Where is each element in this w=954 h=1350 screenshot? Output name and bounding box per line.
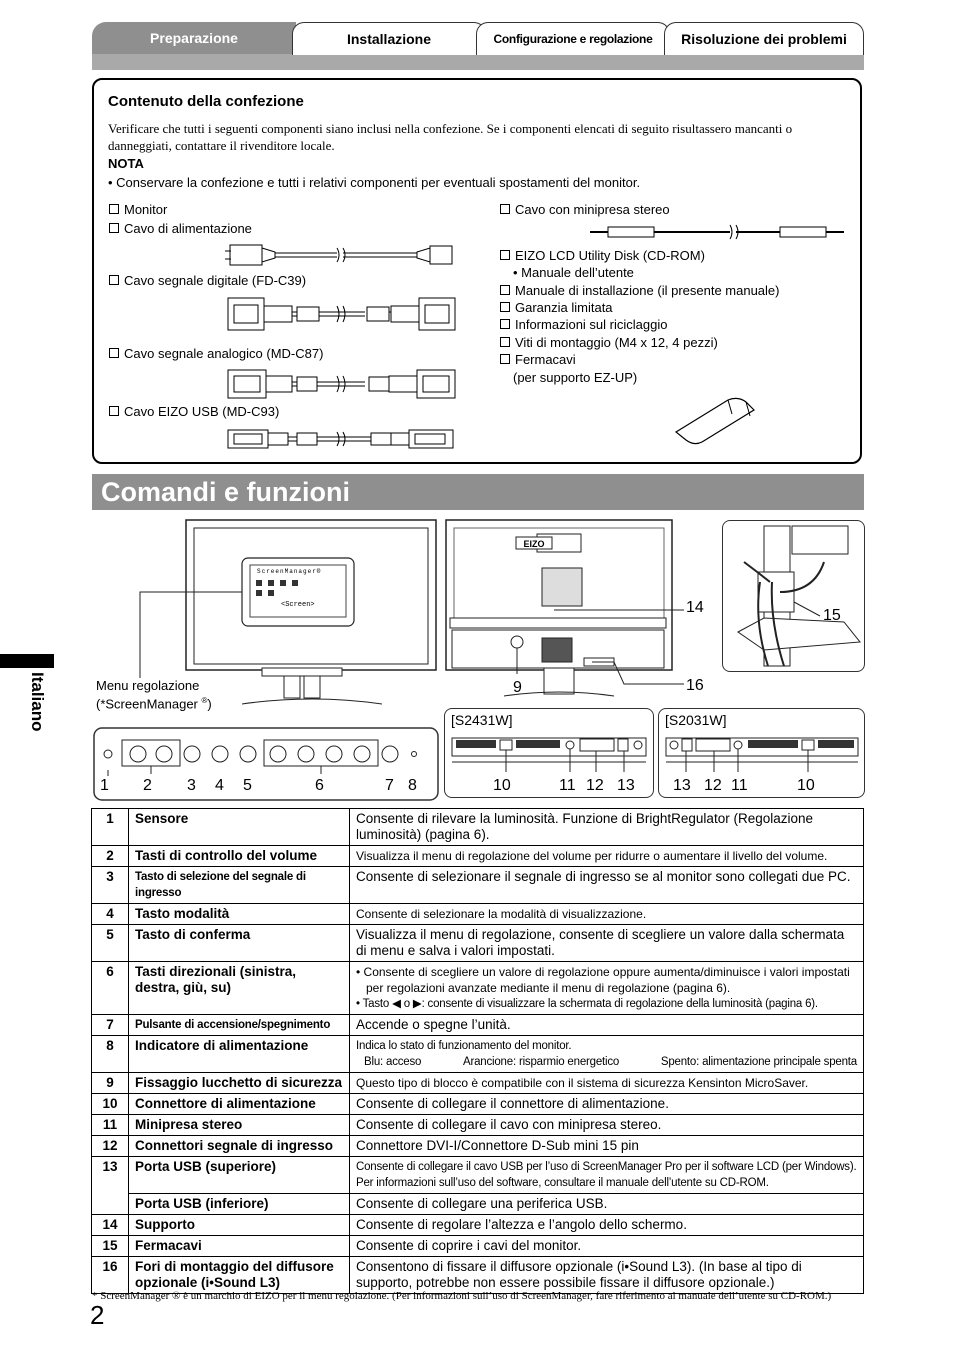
table-row [92, 867, 864, 904]
s2431w-number-12: 12 [586, 777, 604, 794]
menu-label-line1: Menu regolazione [96, 678, 200, 693]
eizo-logo [516, 536, 556, 550]
stereo-cable-illustration [590, 222, 846, 242]
row-name: Tasto di selezione del segnale di ingresso [129, 867, 350, 904]
front-number-7: 7 [385, 777, 394, 794]
table-row [92, 1036, 864, 1073]
tab-risoluzione[interactable]: Risoluzione dei problemi [664, 22, 864, 55]
digital-cable-illustration [225, 294, 457, 334]
table-row [92, 1073, 864, 1094]
row-name: Tasto di conferma [129, 925, 350, 962]
row-number: 13 [92, 1157, 129, 1215]
package-heading: Contenuto della confezione [108, 93, 304, 110]
row-name: Porta USB (superiore) [129, 1157, 350, 1194]
front-number-5: 5 [243, 777, 252, 794]
front-view-figure [92, 518, 442, 798]
row-name: Indicatore di alimentazione [129, 1036, 350, 1073]
item-setup-manual: Manuale di installazione (il presente manuale) [500, 283, 779, 298]
table-row [92, 1094, 864, 1115]
s2431w-number-11: 11 [559, 777, 576, 794]
table-row [92, 904, 864, 925]
row-desc [350, 962, 864, 1015]
item-recycling: Informazioni sul riciclaggio [500, 317, 667, 332]
tab-bar-base [92, 54, 864, 70]
row-desc: Consente di collegare il cavo USB per l’uso di ScreenManager Pro per il software LCD (per Windows). Per informazioni sull’uso del software, consultare il manuale dell’utente su CD-ROM. [350, 1157, 864, 1194]
table-row [92, 846, 864, 867]
s2431w-ports-illustration [450, 736, 648, 776]
item-warranty: Garanzia limitata [500, 300, 613, 315]
osd-screen-label: <Screen> [281, 601, 315, 609]
row-desc: Consente di rilevare la luminosità. Funzione di BrightRegulator (Regolazione luminosità) (pagina 6). [350, 809, 864, 846]
item-screws: Viti di montaggio (M4 x 12, 4 pezzi) [500, 335, 718, 350]
s2031w-number-13: 13 [673, 777, 691, 794]
row-desc: Accende o spegne l’unità. [350, 1015, 864, 1036]
back-number-16: 16 [686, 677, 704, 694]
row-desc: Consentono di fissare il diffusore opzionale (i•Sound L3). (In base al tipo di supporto, potrebbe non essere possibile fissare il diffusore opzionale.) [350, 1257, 864, 1294]
svg-text:Italiano: Italiano [28, 672, 47, 732]
row-number: 5 [92, 925, 129, 962]
s2031w-number-11: 11 [731, 777, 748, 794]
row-name: Pulsante di accensione/spegnimento [129, 1015, 350, 1036]
language-side-tab [0, 654, 54, 668]
table-row [92, 1136, 864, 1157]
row-name: Sensore [129, 809, 350, 846]
row-name: Fermacavi [129, 1236, 350, 1257]
s2431w-number-10: 10 [493, 777, 511, 794]
analog-cable-illustration [225, 366, 457, 402]
row-desc [350, 1036, 864, 1073]
row-number: 10 [92, 1094, 129, 1115]
table-row [92, 962, 864, 1015]
row-desc: Consente di selezionare la modalità di visualizzazione. [350, 904, 864, 925]
row-desc: Consente di collegare il cavo con minipresa stereo. [350, 1115, 864, 1136]
table-row [92, 1257, 864, 1294]
row-desc-line: • Tasto ◀ o ▶: consente di visualizzare la schermata di regolazione della luminosità (pagina 6). [356, 998, 818, 1010]
row-desc: Consente di selezionare il segnale di ingresso se al monitor sono collegati due PC. [350, 867, 864, 904]
side-language-label [10, 672, 47, 742]
stand-detail-illustration [724, 522, 864, 670]
note-text: • Conservare la confezione e tutti i relativi componenti per eventuali spostamenti del monitor. [108, 175, 641, 190]
row-desc: Consente di coprire i cavi del monitor. [350, 1236, 864, 1257]
status-legend: Blu: acceso Arancione: risparmio energetico Spento: alimentazione principale spenta [364, 1056, 857, 1068]
row-number: 14 [92, 1215, 129, 1236]
row-number: 1 [92, 809, 129, 846]
section-title: Comandi e funzioni [92, 474, 864, 510]
row-desc-line: • Consente di scegliere un valore di regolazione oppure aumenta/diminuisce i valori impostati per regolazioni avanzate mediante il menu di regolazione (pagina 6). [356, 965, 850, 995]
menu-label-line2: (*ScreenManager ®) [96, 696, 212, 712]
back-number-15: 15 [823, 607, 841, 624]
row-desc-line: Indica lo stato di funzionamento del monitor. [356, 1040, 572, 1052]
tab-configurazione[interactable]: Configurazione e regolazione [476, 22, 670, 55]
page-number: 2 [90, 1300, 105, 1330]
s2431w-number-13: 13 [617, 777, 635, 794]
row-number: 8 [92, 1036, 129, 1073]
row-desc: Visualizza il menu di regolazione, consente di scegliere un valore dalla schermata di menu e salva i valori impostati. [350, 925, 864, 962]
row-name: Porta USB (inferiore) [129, 1194, 350, 1215]
note-label: NOTA [108, 156, 144, 171]
s2031w-number-12: 12 [704, 777, 722, 794]
model-s2031w-label: [S2031W] [665, 712, 727, 728]
tab-preparazione[interactable]: Preparazione [92, 22, 296, 54]
table-row [92, 1015, 864, 1036]
front-number-3: 3 [187, 777, 196, 794]
item-cable-holder-note: (per supporto EZ-UP) [513, 370, 638, 385]
controls-table [91, 808, 864, 1294]
front-number-2: 2 [143, 777, 152, 794]
row-name: Connettore di alimentazione [129, 1094, 350, 1115]
row-number: 7 [92, 1015, 129, 1036]
table-row [92, 925, 864, 962]
row-number: 4 [92, 904, 129, 925]
row-name: Supporto [129, 1215, 350, 1236]
front-number-1: 1 [100, 777, 109, 794]
item-usb-cable: Cavo EIZO USB (MD-C93) [109, 404, 279, 419]
table-row [92, 1115, 864, 1136]
row-number: 15 [92, 1236, 129, 1257]
row-name: Tasto modalità [129, 904, 350, 925]
row-desc: Consente di collegare una periferica USB. [350, 1194, 864, 1215]
item-cd-rom: EIZO LCD Utility Disk (CD-ROM) [500, 248, 705, 263]
row-name: Tasti di controllo del volume [129, 846, 350, 867]
row-number: 3 [92, 867, 129, 904]
item-user-manual: • Manuale dell’utente [513, 265, 634, 280]
item-monitor: Monitor [109, 202, 167, 217]
row-name: Tasti direzionali (sinistra, destra, giù, su) [129, 962, 350, 1015]
back-view-figure [444, 518, 714, 708]
front-number-8: 8 [408, 777, 417, 794]
s2031w-ports-illustration [664, 736, 860, 776]
row-name: Minipresa stereo [129, 1115, 350, 1136]
tab-installazione[interactable]: Installazione [292, 22, 486, 55]
item-stereo-cable: Cavo con minipresa stereo [500, 202, 670, 217]
back-number-14: 14 [686, 599, 704, 616]
item-digital-cable: Cavo segnale digitale (FD-C39) [109, 273, 306, 288]
model-s2431w-label: [S2431W] [451, 712, 513, 728]
item-power-cable: Cavo di alimentazione [109, 221, 252, 236]
package-intro: Verificare che tutti i seguenti componenti siano inclusi nella confezione. Se i componenti elencati di seguito risultassero mancanti o danneggiati, contattare il rivenditore locale. [108, 121, 793, 153]
item-analog-cable: Cavo segnale analogico (MD-C87) [109, 346, 323, 361]
table-row [92, 809, 864, 846]
table-row [92, 1236, 864, 1257]
row-name: Connettori segnale di ingresso [129, 1136, 350, 1157]
svg-text:EIZO: EIZO [523, 539, 545, 549]
back-number-9: 9 [513, 679, 522, 696]
s2031w-number-10: 10 [797, 777, 815, 794]
row-desc: Visualizza il menu di regolazione del volume per ridurre o aumentare il livello del volume. [350, 846, 864, 867]
front-number-4: 4 [215, 777, 224, 794]
row-number: 12 [92, 1136, 129, 1157]
cable-holder-illustration [672, 392, 758, 448]
row-number: 6 [92, 962, 129, 1015]
row-desc: Consente di regolare l’altezza e l’angolo dello schermo. [350, 1215, 864, 1236]
row-name: Fori di montaggio del diffusore opzionale (i•Sound L3) [129, 1257, 350, 1294]
power-cable-illustration [225, 240, 457, 270]
footnote: * ScreenManager ® è un marchio di EIZO per il menu regolazione. (Per informazioni sull’uso di ScreenManager, fare riferimento al manuale dell’utente su CD-ROM.) [92, 1290, 832, 1302]
usb-cable-illustration [225, 426, 457, 452]
row-number: 2 [92, 846, 129, 867]
row-desc: Connettore DVI-I/Connettore D-Sub mini 15 pin [350, 1136, 864, 1157]
row-desc: Questo tipo di blocco è compatibile con il sistema di sicurezza Kensinton MicroSaver. [350, 1073, 864, 1094]
front-number-6: 6 [315, 777, 324, 794]
row-desc: Consente di collegare il connettore di alimentazione. [350, 1094, 864, 1115]
table-row [92, 1157, 864, 1194]
item-cable-holder: Fermacavi [500, 352, 576, 367]
table-row [92, 1215, 864, 1236]
row-name: Fissaggio lucchetto di sicurezza [129, 1073, 350, 1094]
row-number: 9 [92, 1073, 129, 1094]
osd-title: ScreenManager® [257, 568, 322, 575]
row-number: 11 [92, 1115, 129, 1136]
table-row [92, 1194, 864, 1215]
row-number: 16 [92, 1257, 129, 1294]
